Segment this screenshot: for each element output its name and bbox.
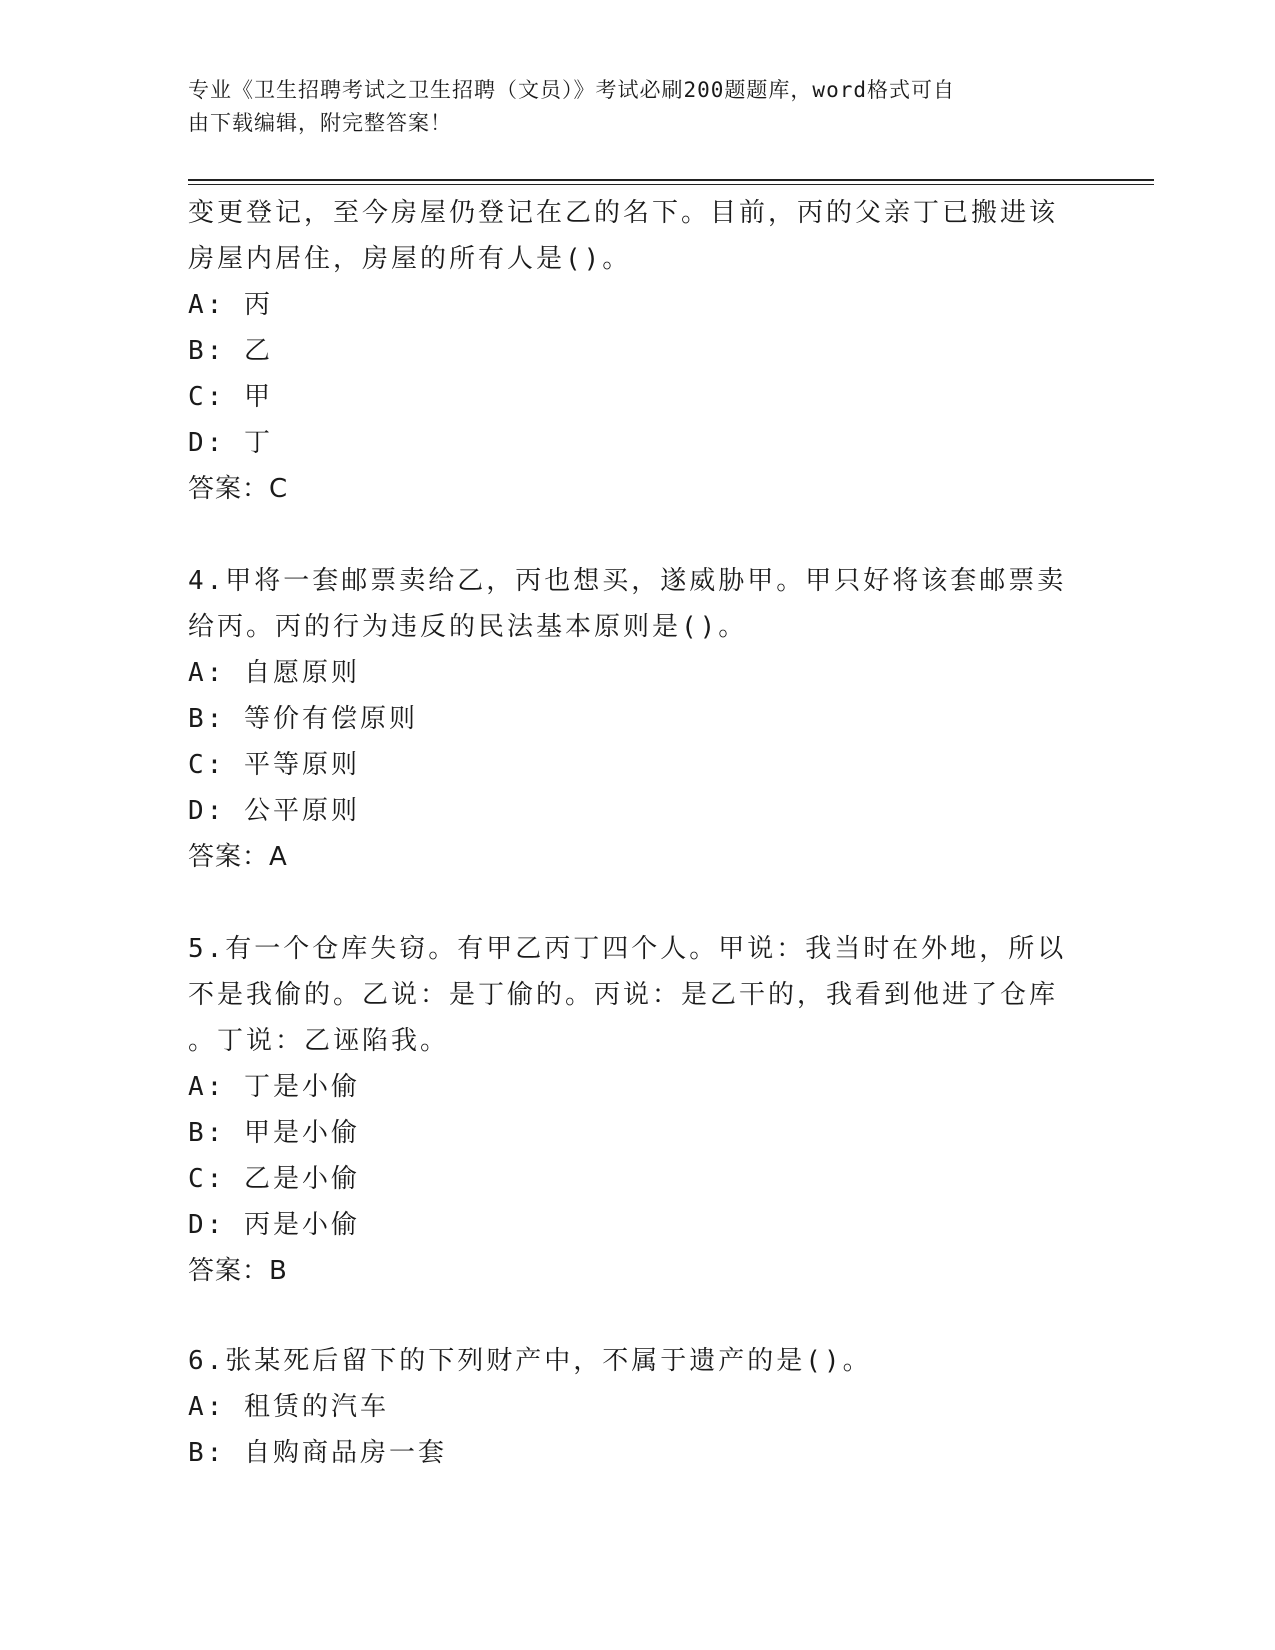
option-b: B: 自购商品房一套 bbox=[188, 1438, 447, 1468]
option-a: A: 丁是小偷 bbox=[188, 1072, 360, 1102]
option-d: D: 公平原则 bbox=[188, 796, 360, 826]
answer-line: 答案：B bbox=[188, 1256, 288, 1286]
option-a: A: 租赁的汽车 bbox=[188, 1392, 389, 1422]
question-5 bbox=[188, 926, 1068, 1294]
option-b: B: 等价有偿原则 bbox=[188, 704, 418, 734]
answer-line: 答案：A bbox=[188, 842, 288, 872]
option-a: A: 自愿原则 bbox=[188, 658, 360, 688]
option-b: B: 甲是小偷 bbox=[188, 1118, 360, 1148]
question-stem: 不是我偷的。乙说：是丁偷的。丙说：是乙干的，我看到他进了仓库 bbox=[188, 980, 1059, 1010]
header-divider-thick bbox=[188, 179, 1154, 181]
option-c: C: 平等原则 bbox=[188, 750, 360, 780]
option-a: A: 丙 bbox=[188, 290, 273, 320]
option-c: C: 乙是小偷 bbox=[188, 1164, 360, 1194]
option-d: D: 丙是小偷 bbox=[188, 1210, 360, 1240]
question-list bbox=[188, 190, 1068, 1476]
header-divider-thin bbox=[188, 184, 1154, 185]
option-c: C: 甲 bbox=[188, 382, 273, 412]
question-stem: 给丙。丙的行为违反的民法基本原则是()。 bbox=[188, 612, 748, 642]
answer-line: 答案：C bbox=[188, 474, 289, 504]
header-line-2: 由下载编辑，附完整答案！ bbox=[188, 111, 452, 135]
question-stem: 5.有一个仓库失窃。有甲乙丙丁四个人。甲说：我当时在外地，所以 bbox=[188, 934, 1067, 964]
question-stem: 4.甲将一套邮票卖给乙，丙也想买，遂威胁甲。甲只好将该套邮票卖 bbox=[188, 566, 1067, 596]
question-6 bbox=[188, 1338, 1068, 1476]
option-b: B: 乙 bbox=[188, 336, 273, 366]
header-line-1: 专业《卫生招聘考试之卫生招聘（文员）》考试必刷200题题库，word格式可自 bbox=[188, 78, 955, 102]
question-stem: 房屋内居住，房屋的所有人是()。 bbox=[188, 244, 632, 274]
question-stem: 6.张某死后留下的下列财产中，不属于遗产的是()。 bbox=[188, 1346, 872, 1376]
option-d: D: 丁 bbox=[188, 428, 273, 458]
question-spacer bbox=[188, 1294, 1068, 1338]
question-stem: 。丁说：乙诬陷我。 bbox=[188, 1026, 450, 1056]
document-header bbox=[188, 74, 1068, 140]
question-spacer bbox=[188, 880, 1068, 926]
question-stem: 变更登记，至今房屋仍登记在乙的名下。目前，丙的父亲丁已搬进该 bbox=[188, 198, 1059, 228]
question-3 bbox=[188, 190, 1068, 512]
question-spacer bbox=[188, 512, 1068, 558]
question-4 bbox=[188, 558, 1068, 880]
